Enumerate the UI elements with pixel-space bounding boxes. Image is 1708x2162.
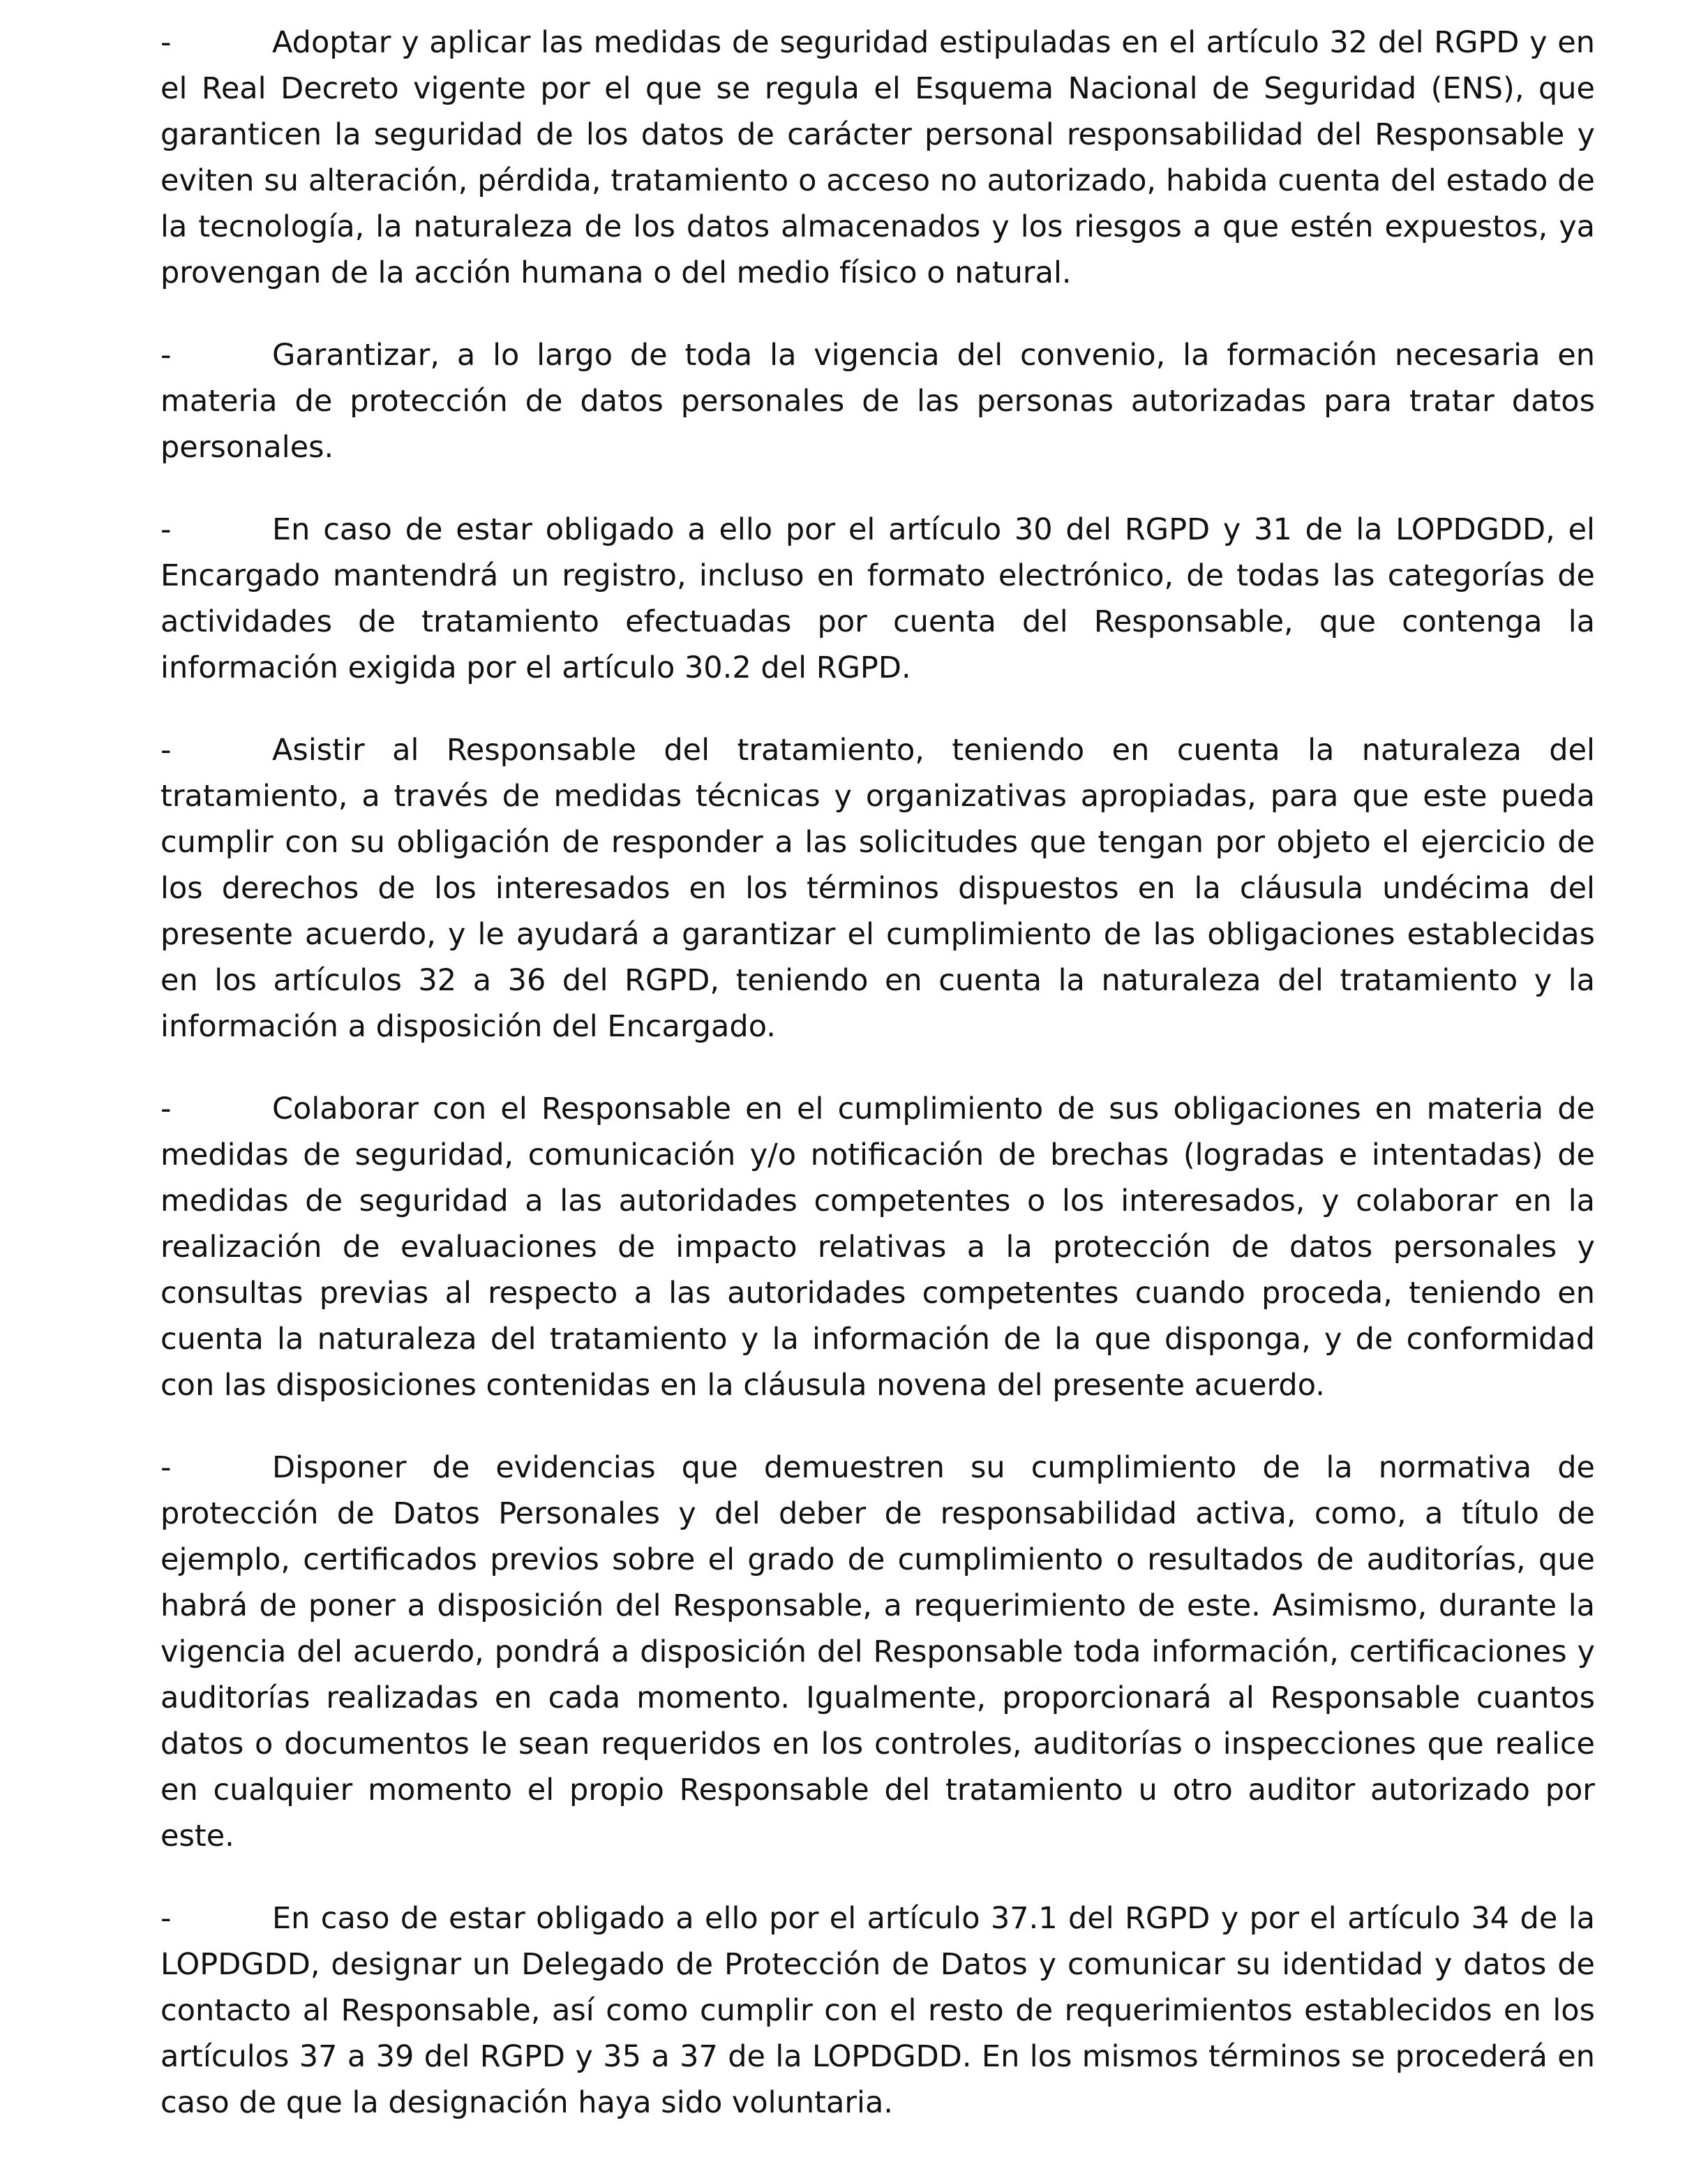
obligations-list [160,20,1595,2162]
list-item [160,727,1595,1050]
bullet-dash: - [160,1091,172,1126]
bullet-dash: - [160,512,172,547]
list-item [160,507,1595,691]
bullet-dash: - [160,1901,172,1936]
bullet-dash: - [160,1450,172,1485]
list-item-text: Disponer de evidencias que demuestren su cumplimiento de la normativa de protección de Datos Personales y del deber de responsabilidad activa, como, a título de ejemplo, certificados previos sobre el grado de cumplimiento o resultados de auditorías, que habrá de poner a disposición del Responsable, a requerimiento de este. Asimismo, durante la vigencia del acuerdo, pondrá a disposición del Responsable toda información, certificaciones y auditorías realizadas en cada momento. Igualmente, proporcionará al Responsable cuantos datos o documentos le sean requeridos en los controles, auditorías o inspecciones que realice en cualquier momento el propio Responsable del tratamiento u otro auditor autorizado por este. [160,1450,1595,1854]
list-item-text: En caso de estar obligado a ello por el artículo 37.1 del RGPD y por el artículo 34 de la LOPDGDD, designar un Delegado de Protección de Datos y comunicar su identidad y datos de contacto al Responsable, así como cumplir con el resto de requerimientos establecidos en los artículos 37 a 39 del RGPD y 35 a 37 de la LOPDGDD. En los mismos términos se procederá en caso de que la designación haya sido voluntaria. [160,1901,1595,2120]
bullet-dash: - [160,25,172,60]
list-item-text: En caso de estar obligado a ello por el artículo 30 del RGPD y 31 de la LOPDGDD, el Encargado mantendrá un registro, incluso en formato electrónico, de todas las categorías de actividades de tratamiento efectuadas por cuenta del Responsable, que contenga la información exigida por el artículo 30.2 del RGPD. [160,512,1595,685]
list-item [160,332,1595,470]
list-item-text: Garantizar, a lo largo de toda la vigencia del convenio, la formación necesaria en materia de protección de datos personales de las personas autorizadas para tratar datos personales. [160,338,1595,465]
bullet-dash: - [160,338,172,373]
list-item-text: Adoptar y aplicar las medidas de seguridad estipuladas en el artículo 32 del RGPD y en el Real Decreto vigente por el que se regula el Esquema Nacional de Seguridad (ENS), que garanticen la seguridad de los datos de carácter personal responsabilidad del Responsable y eviten su alteración, pérdida, tratamiento o acceso no autorizado, habida cuenta del estado de la tecnología, la naturaleza de los datos almacenados y los riesgos a que estén expuestos, ya provengan de la acción humana o del medio físico o natural. [160,25,1595,290]
list-item [160,1445,1595,1859]
bullet-dash: - [160,733,172,768]
list-item-text: Asistir al Responsable del tratamiento, teniendo en cuenta la naturaleza del tratamiento, a través de medidas técnicas y organizativas apropiadas, para que este pueda cumplir con su obligación de responder a las solicitudes que tengan por objeto el ejercicio de los derechos de los interesados en los términos dispuestos en la cláusula undécima del presente acuerdo, y le ayudará a garantizar el cumplimiento de las obligaciones establecidas en los artículos 32 a 36 del RGPD, teniendo en cuenta la naturaleza del tratamiento y la información a disposición del Encargado. [160,733,1595,1044]
list-item [160,1086,1595,1408]
list-item [160,20,1595,296]
list-item-text: Colaborar con el Responsable en el cumplimiento de sus obligaciones en materia de medidas de seguridad, comunicación y/o notificación de brechas (logradas e intentadas) de medidas de seguridad a las autoridades competentes o los interesados, y colaborar en la realización de evaluaciones de impacto relativas a la protección de datos personales y consultas previas al respecto a las autoridades competentes cuando proceda, teniendo en cuenta la naturaleza del tratamiento y la información de la que disponga, y de conformidad con las disposiciones contenidas en la cláusula novena del presente acuerdo. [160,1091,1595,1403]
list-item [160,1895,1595,2126]
